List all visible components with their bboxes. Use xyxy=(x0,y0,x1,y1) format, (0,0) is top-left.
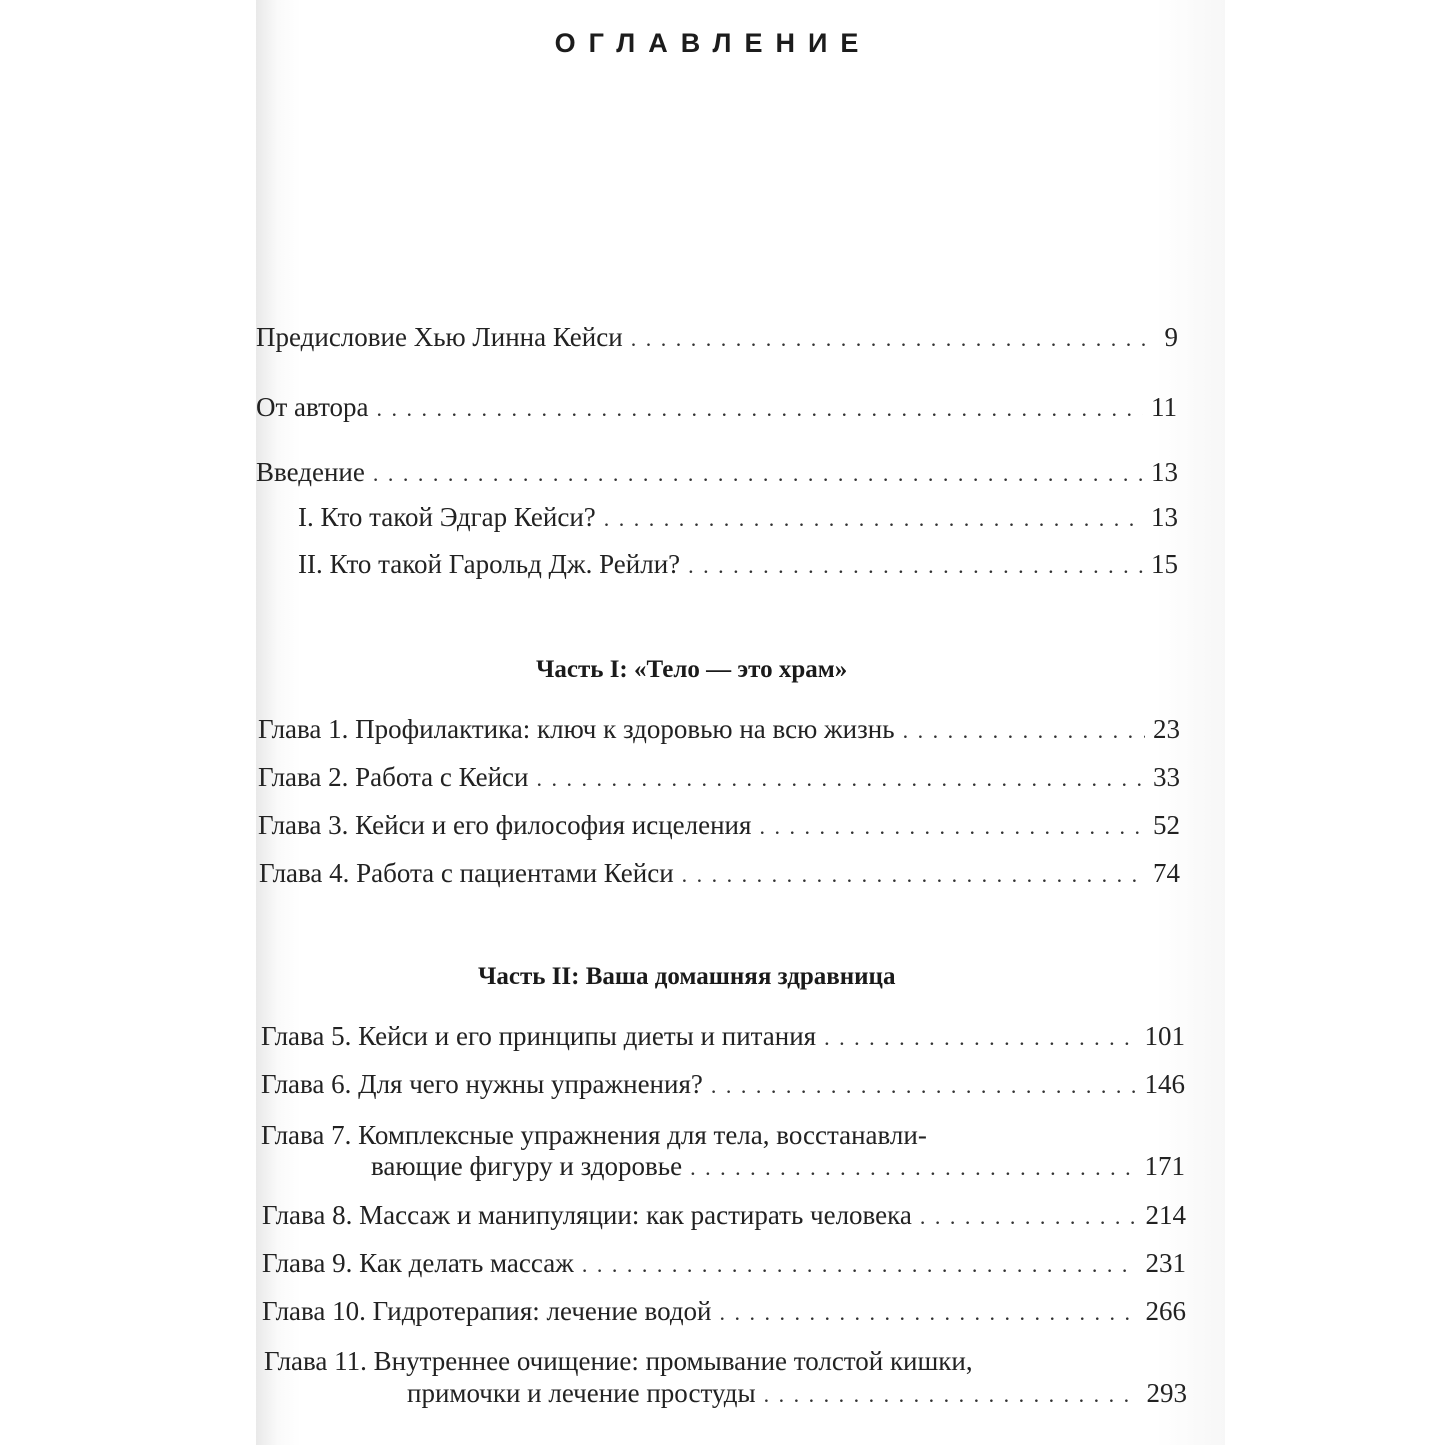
toc-entry-label: Глава 10. Гидротерапия: лечение водой xyxy=(262,1296,712,1326)
toc-entry-label: Глава 6. Для чего нужны упражнения? xyxy=(261,1069,703,1099)
toc-entry-label: Глава 3. Кейси и его философия исцеления xyxy=(258,810,752,840)
leader-dots xyxy=(688,551,1143,581)
leader-dots xyxy=(824,1023,1136,1053)
toc-entry-page: 214 xyxy=(1145,1200,1186,1230)
leader-dots xyxy=(604,504,1143,534)
toc-entry-chapter-8 xyxy=(262,1200,1186,1232)
toc-entry-label: Глава 2. Работа с Кейси xyxy=(258,762,529,792)
toc-entry-chapter-7 xyxy=(371,1151,1185,1183)
toc-entry-page: 11 xyxy=(1151,392,1177,422)
toc-entry-label: вающие фигуру и здоровье xyxy=(371,1151,683,1181)
toc-entry-label: примочки и лечение простуды xyxy=(407,1378,756,1408)
toc-entry-chapter-10 xyxy=(262,1296,1186,1328)
toc-entry-page: 231 xyxy=(1145,1248,1186,1278)
toc-entry-introduction xyxy=(256,457,1178,489)
toc-entry-author-note xyxy=(256,392,1177,424)
leader-dots xyxy=(690,1153,1136,1183)
leader-dots xyxy=(682,860,1145,890)
toc-entry-page: 15 xyxy=(1151,549,1178,579)
leader-dots xyxy=(537,764,1146,794)
toc-entry-label: Введение xyxy=(256,457,365,487)
toc-entry-page: 293 xyxy=(1146,1378,1187,1408)
leader-dots xyxy=(377,394,1143,424)
leader-dots xyxy=(373,459,1143,489)
leader-dots xyxy=(631,324,1157,354)
leader-dots xyxy=(903,716,1145,746)
toc-entry-label: Глава 1. Профилактика: ключ к здоровью на всю жизнь xyxy=(258,714,895,744)
toc-entry-label: Глава 5. Кейси и его принципы диеты и питания xyxy=(261,1021,817,1051)
toc-entry-page: 52 xyxy=(1153,810,1180,840)
toc-entry-page: 23 xyxy=(1153,714,1180,744)
toc-entry-chapter-6 xyxy=(261,1069,1185,1101)
toc-entry-chapter-11 xyxy=(407,1378,1187,1410)
toc-entry-chapter-5 xyxy=(261,1021,1185,1053)
toc-entry-label: Глава 4. Работа с пациентами Кейси xyxy=(259,858,674,888)
toc-entry-page: 13 xyxy=(1151,502,1178,532)
toc-entry-label: Глава 9. Как делать массаж xyxy=(262,1248,574,1278)
toc-entry-intro-sub-2 xyxy=(298,549,1178,581)
toc-entry-label: Предисловие Хью Линна Кейси xyxy=(256,322,623,352)
toc-entry-foreword xyxy=(256,322,1178,354)
book-page xyxy=(256,0,1225,1445)
toc-entry-chapter-3 xyxy=(258,810,1180,842)
toc-entry-page: 74 xyxy=(1153,858,1180,888)
toc-entry-label: От автора xyxy=(256,392,369,422)
toc-entry-chapter-11-line-1: Глава 11. Внутреннее очищение: промывание толстой кишки, xyxy=(264,1346,973,1376)
leader-dots xyxy=(920,1202,1138,1232)
toc-entry-chapter-1 xyxy=(258,714,1180,746)
toc-entry-chapter-4 xyxy=(259,858,1180,890)
toc-entry-label: Глава 8. Массаж и манипуляции: как растирать человека xyxy=(262,1200,912,1230)
toc-entry-page: 33 xyxy=(1153,762,1180,792)
toc-entry-chapter-2 xyxy=(258,762,1180,794)
toc-entry-page: 101 xyxy=(1144,1021,1185,1051)
toc-entry-page: 171 xyxy=(1144,1151,1185,1181)
toc-entry-page: 9 xyxy=(1164,322,1178,352)
leader-dots xyxy=(764,1380,1139,1410)
toc-entry-page: 266 xyxy=(1145,1296,1186,1326)
toc-entry-intro-sub-1 xyxy=(298,502,1178,534)
part-1-heading: Часть I: «Тело — это храм» xyxy=(536,656,848,683)
part-2-heading: Часть II: Ваша домашняя здравница xyxy=(478,963,896,990)
toc-entry-chapter-9 xyxy=(262,1248,1186,1280)
leader-dots xyxy=(711,1071,1137,1101)
toc-entry-page: 146 xyxy=(1144,1069,1185,1099)
leader-dots xyxy=(759,812,1145,842)
toc-entry-chapter-7-line-1: Глава 7. Комплексные упражнения для тела, восстанавли- xyxy=(261,1120,927,1150)
toc-entry-label: I. Кто такой Эдгар Кейси? xyxy=(298,502,596,532)
page-title: ОГЛАВЛЕНИЕ xyxy=(554,28,872,58)
leader-dots xyxy=(720,1298,1138,1328)
toc-entry-page: 13 xyxy=(1151,457,1178,487)
toc-entry-label: II. Кто такой Гарольд Дж. Рейли? xyxy=(298,549,681,579)
leader-dots xyxy=(582,1250,1138,1280)
